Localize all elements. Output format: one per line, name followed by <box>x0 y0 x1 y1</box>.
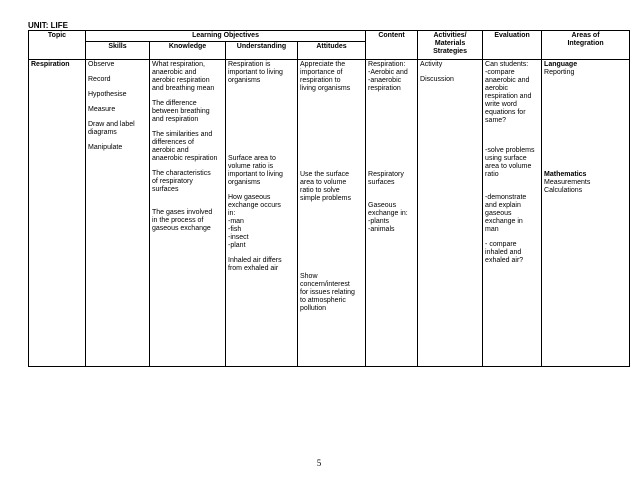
content-item <box>368 61 415 93</box>
evaluation-text: -solve problems <box>485 147 535 154</box>
header-understanding: Understanding <box>226 42 298 60</box>
knowledge-text: between breathing <box>152 108 210 115</box>
knowledge-item <box>152 61 223 93</box>
attitude-text: pollution <box>300 305 327 312</box>
attitude-item <box>300 171 363 203</box>
evaluation-text: same? <box>485 117 507 124</box>
evaluation-text: exchange in <box>485 218 523 225</box>
area-item <box>544 61 627 77</box>
header-activities-line: Activities/ <box>433 32 467 39</box>
header-skills: Skills <box>86 42 150 60</box>
header-areas-line: Integration <box>567 40 604 47</box>
attitude-text: concern/interest <box>300 281 350 288</box>
cell-areas <box>542 60 630 367</box>
attitude-text: simple problems <box>300 195 351 202</box>
attitude-text: importance of <box>300 69 343 76</box>
knowledge-text: aerobic respiration <box>152 77 210 84</box>
knowledge-text: gaseous exchange <box>152 225 211 232</box>
knowledge-text: The characteristics <box>152 170 211 177</box>
attitude-text: Use the surface <box>300 171 350 178</box>
evaluation-text: equations for <box>485 109 526 116</box>
cell-understanding <box>226 60 298 367</box>
content-item <box>368 202 415 234</box>
content-text: -plants <box>368 218 390 225</box>
activity-text: Discussion <box>420 76 454 83</box>
understanding-text: How gaseous <box>228 194 271 201</box>
header-topic: Topic <box>29 31 86 60</box>
evaluation-text: inhaled and <box>485 249 522 256</box>
knowledge-text: The similarities and <box>152 131 213 138</box>
knowledge-item <box>152 131 223 163</box>
content-text: surfaces <box>368 179 395 186</box>
skill-item <box>88 121 147 137</box>
content-text: Respiratory <box>368 171 404 178</box>
page-number: 5 <box>316 458 322 468</box>
attitude-text: respiration to <box>300 77 341 84</box>
understanding-item <box>228 257 295 273</box>
evaluation-text: -demonstrate <box>485 194 527 201</box>
knowledge-text: The difference <box>152 100 197 107</box>
evaluation-item <box>485 61 539 125</box>
attitude-text: Appreciate the <box>300 61 346 68</box>
understanding-text: from exhaled air <box>228 265 279 272</box>
content-item <box>368 171 415 187</box>
unit-title: UNIT: LIFE <box>28 21 68 30</box>
understanding-text: in: <box>228 210 236 217</box>
knowledge-text: of respiratory <box>152 178 193 185</box>
attitude-item <box>300 61 363 93</box>
evaluation-item <box>485 147 539 179</box>
header-areas-line: Areas of <box>571 32 600 39</box>
cell-content <box>366 60 418 367</box>
understanding-text: -plant <box>228 242 246 249</box>
knowledge-item <box>152 209 223 233</box>
attitude-item <box>300 273 363 313</box>
content-text: -Aerobic and <box>368 69 408 76</box>
content-text: exchange in: <box>368 210 408 217</box>
area-text: Measurements <box>544 179 591 186</box>
knowledge-text: in the process of <box>152 217 204 224</box>
skill-item <box>88 106 147 114</box>
understanding-text: -fish <box>228 226 242 233</box>
evaluation-text: anaerobic and <box>485 77 530 84</box>
header-activities-line: Materials <box>434 40 466 47</box>
knowledge-text: aerobic and <box>152 147 189 154</box>
knowledge-text: and breathing mean <box>152 85 215 92</box>
area-heading: Mathematics <box>544 171 587 178</box>
cell-attitudes <box>298 60 366 367</box>
skill-text: Record <box>88 76 111 83</box>
knowledge-text: differences of <box>152 139 194 146</box>
content-text: -anaerobic <box>368 77 402 84</box>
skill-text: diagrams <box>88 129 117 136</box>
understanding-text: important to living <box>228 69 283 76</box>
understanding-item <box>228 194 295 250</box>
header-content: Content <box>366 31 418 60</box>
activity-item <box>420 76 480 84</box>
evaluation-text: ratio <box>485 171 499 178</box>
activity-item <box>420 61 480 69</box>
understanding-text: exchange occurs <box>228 202 281 209</box>
skill-item <box>88 144 147 152</box>
understanding-item <box>228 155 295 187</box>
evaluation-text: Can students: <box>485 61 529 68</box>
knowledge-text: and respiration <box>152 116 199 123</box>
cell-topic: Respiration <box>29 60 86 367</box>
evaluation-text: aerobic <box>485 85 509 92</box>
understanding-text: -man <box>228 218 244 225</box>
header-activities-line: Strategies <box>433 48 467 55</box>
evaluation-text: - compare <box>485 241 517 248</box>
cell-evaluation <box>483 60 542 367</box>
knowledge-text: anaerobic and <box>152 69 197 76</box>
activity-text: Activity <box>420 61 443 68</box>
evaluation-item <box>485 241 539 265</box>
evaluation-text: exhaled air? <box>485 257 524 264</box>
understanding-text: -insect <box>228 234 249 241</box>
skill-text: Observe <box>88 61 115 68</box>
understanding-text: Respiration is <box>228 61 271 68</box>
understanding-text: organisms <box>228 77 261 84</box>
evaluation-text: write word <box>485 101 517 108</box>
evaluation-text: -compare <box>485 69 515 76</box>
header-evaluation: Evaluation <box>483 31 542 60</box>
cell-knowledge <box>150 60 226 367</box>
cell-activities <box>418 60 483 367</box>
content-text: -animals <box>368 226 395 233</box>
knowledge-text: surfaces <box>152 186 179 193</box>
skill-text: Hypothesise <box>88 91 127 98</box>
skill-item <box>88 91 147 99</box>
skill-text: Manipulate <box>88 144 123 151</box>
evaluation-text: and explain <box>485 202 521 209</box>
knowledge-item <box>152 170 223 194</box>
evaluation-item <box>485 194 539 234</box>
header-knowledge: Knowledge <box>150 42 226 60</box>
attitude-text: Show <box>300 273 318 280</box>
attitude-text: ratio to solve <box>300 187 340 194</box>
content-text: respiration <box>368 85 401 92</box>
attitude-text: area to volume <box>300 179 347 186</box>
understanding-text: Inhaled air differs <box>228 257 282 264</box>
header-attitudes: Attitudes <box>298 42 366 60</box>
header-areas <box>542 31 630 60</box>
lesson-plan-table <box>28 30 630 367</box>
attitude-text: living organisms <box>300 85 351 92</box>
header-activities <box>418 31 483 60</box>
skill-item <box>88 61 147 69</box>
knowledge-text: What respiration, <box>152 61 205 68</box>
skill-text: Measure <box>88 106 116 113</box>
knowledge-item <box>152 100 223 124</box>
area-item <box>544 171 627 195</box>
understanding-text: Surface area to <box>228 155 276 162</box>
understanding-text: important to living <box>228 171 283 178</box>
understanding-text: volume ratio is <box>228 163 274 170</box>
attitude-text: for issues relating <box>300 289 355 296</box>
evaluation-text: man <box>485 226 499 233</box>
content-text: Gaseous <box>368 202 397 209</box>
content-text: Respiration: <box>368 61 406 68</box>
area-text: Reporting <box>544 69 575 76</box>
understanding-text: organisms <box>228 179 261 186</box>
skill-text: Draw and label <box>88 121 135 128</box>
understanding-item <box>228 61 295 85</box>
area-heading: Language <box>544 61 578 68</box>
evaluation-text: area to volume <box>485 163 532 170</box>
evaluation-text: respiration and <box>485 93 532 100</box>
skill-item <box>88 76 147 84</box>
knowledge-text: anaerobic respiration <box>152 155 218 162</box>
area-text: Calculations <box>544 187 583 194</box>
evaluation-text: using surface <box>485 155 527 162</box>
cell-skills <box>86 60 150 367</box>
attitude-text: to atmospheric <box>300 297 346 304</box>
evaluation-text: gaseous <box>485 210 512 217</box>
knowledge-text: The gases involved <box>152 209 213 216</box>
header-learning-objectives: Learning Objectives <box>86 31 366 42</box>
